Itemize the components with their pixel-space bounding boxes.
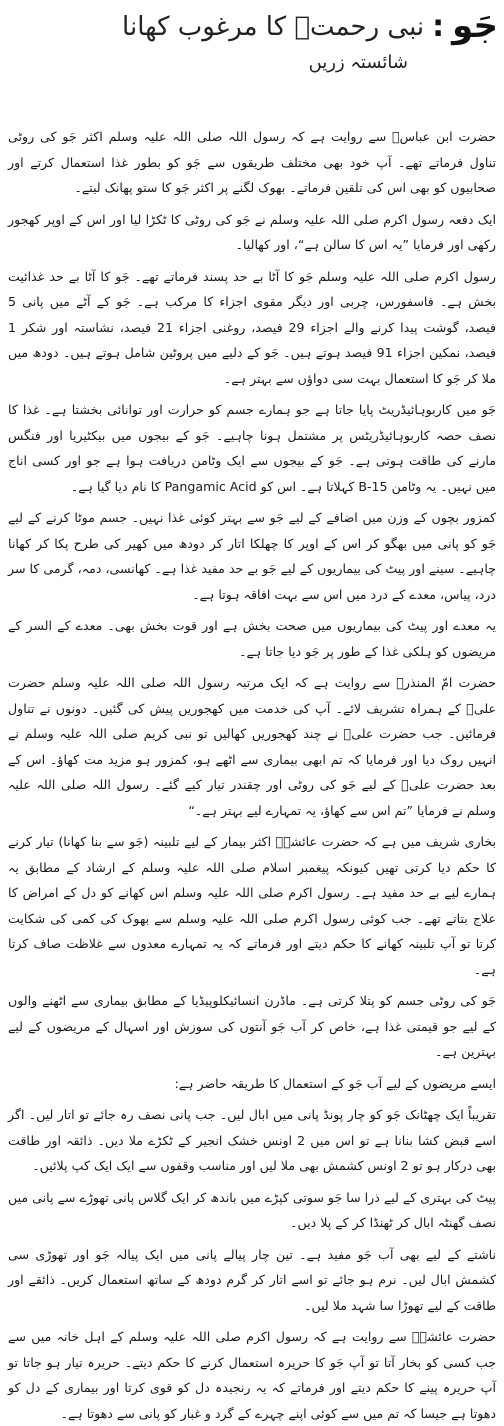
- title-text: نبی رحمتؐ کا مرغوب کھانا: [122, 12, 425, 42]
- paragraph: تقریباً ایک چھٹانک جَو کو چار پونڈ پانی میں ابال لیں۔ جب پانی نصف رہ جائے تو اتار لیں۔ اگر اسے قبض کشا بنانا ہے تو اس میں 2 اونس خشک انجیر کے ٹکڑے ملا دیں۔ ذائقہ اور طاقت بھی درکار ہو تو 2 اونس کشمش بھی ملا لیں اور مناسب وقفوں سے ایک ایک کپ پلائیں۔: [8, 1107, 496, 1173]
- article-title: [100, 4, 498, 44]
- article-body: [8, 124, 496, 1421]
- paragraph: حضرت عائشہؓ سے روایت ہے کہ رسول اکرم صلی اللہ علیہ وسلم کے اہل خانہ میں سے جب کسی کو بخار آتا تو آپ جَو کا حریرہ استعمال کرنے کا حکم دیتے۔ حریرہ تیار ہو جاتا تو آپ حریرہ پینے کا حکم دیتے اور فرماتے کہ یہ رنجیدہ دل کو قوی کرتا اور بیماری کے دل کو دھوتا ہے جیسا کہ تم میں سے کوئی اپنے چہرے کے گرد و غبار کو پانی سے دھوتا ہے۔: [8, 1329, 496, 1421]
- paragraph: بخاری شریف میں ہے کہ حضرت عائشہؓ اکثر بیمار کے لیے تلبینہ (جَو سے بنا کھانا) تیار کرنے کا حکم دیا کرتی تھیں کیونکہ پیغمبر اسلام صلی اللہ علیہ وسلم کے ارشاد کے مطابق یہ ہمارے لیے بے حد مفید ہے۔ رسول اکرم صلی اللہ علیہ وسلم اس کھانے کو دل کے امراض کا علاج بتاتے تھے۔ جب کوئی رسول اکرم صلی اللہ علیہ وسلم سے بھوک کی کمی کی شکایت کرتا تو آپ تلبینہ کھانے کا حکم دیتے اور فرماتے کہ یہ تمہارے معدوں سے غلاظت صاف کرتا ہے۔: [8, 834, 496, 977]
- paragraph: حضرت امّ المنذرؓ سے روایت ہے کہ ایک مرتبہ رسول اللہ صلی اللہ علیہ وسلم حضرت علیؓ کے ہمراہ تشریف لائے۔ آپ کی خدمت میں کھجوریں پیش کی گئیں۔ دونوں نے تناول فرمائیں۔ جب حضرت علیؓ نے چند کھجوریں کھالیں تو نبی کریم صلی اللہ علیہ وسلم نے انہیں روک دیا اور فرمایا کہ تم ابھی بیماری سے اٹھے ہو، کمزور ہو مزید مت کھاؤ۔ اس کے بعد حضرت علیؓ کے لیے جَو کی روٹی اور چقندر تیار کیے گئے۔ رسول اللہ صلی اللہ علیہ وسلم نے فرمایا ”تم اس سے کھاؤ، یہ تمہارے لیے بہتر ہے۔“: [8, 675, 496, 818]
- paragraph: پیٹ کی بہتری کے لیے ذرا سا جَو سوتی کپڑے میں باندھ کر ایک گلاس پانی تھوڑے سے پانی میں نصف گھنٹہ ابال کر ٹھنڈا کر کے پلا دیں۔: [8, 1189, 496, 1230]
- paragraph: ایسے مریضوں کے لیے آب جَو کے استعمال کا طریقہ حاضر ہے:: [174, 1075, 496, 1091]
- paragraph: جَو کی روٹی جسم کو پتلا کرتی ہے۔ ماڈرن انسائیکلوپیڈیا کے مطابق بیماری سے اٹھنے والوں کے لیے جو قیمتی غذا ہے، خاص کر آب جَو آنتوں کی سوزش اور اسہال کے مریضوں کے لیے بہترین ہے۔: [8, 993, 496, 1059]
- title-keyword: جَو: [452, 6, 498, 46]
- paragraph: کمزور بچوں کے وزن میں اضافے کے لیے جَو سے بہتر کوئی غذا نہیں۔ جسم موٹا کرنے کے لیے جَو کو پانی میں بھگو کر اس کے اوپر کا چھلکا اتار کر دودھ میں کھیر کی طرح پکا کر کھانا چاہیے۔ سینے اور پیٹ کی بیماریوں کے لیے جَو بے حد مفید غذا ہے۔ کھانسی، دمہ، گرمی کا سر درد، پیاس، معدے کے درد میں اس سے بہت افاقہ ہوتا ہے۔: [8, 510, 496, 602]
- paragraph: یہ معدے اور پیٹ کی بیماریوں میں صحت بخش ہے اور قوت بخش بھی۔ معدے کے السر کے مریضوں کو ہلکی غذا کے طور پر جَو دیا جاتا ہے۔: [8, 618, 496, 659]
- paragraph: ناشتے کے لیے بھی آب جَو مفید ہے۔ تین چار پیالے پانی میں ایک پیالہ جَو اور تھوڑی سی کشمش ابال لیں۔ نرم ہو جائے تو اسے اتار کر گرم دودھ کے ساتھ استعمال کریں۔ ذائقے اور طاقت کے لیے تھوڑا سا شہد ملا لیں۔: [8, 1246, 496, 1313]
- paragraph: ایک دفعہ رسول اکرم صلی اللہ علیہ وسلم نے جَو کی روٹی کا ٹکڑا لیا اور اس کے اوپر کھجور رکھی اور فرمایا ”یہ اس کا سالن ہے“، اور کھالیا۔: [8, 211, 496, 252]
- title-separator: :: [432, 9, 445, 44]
- author-name: شائستہ زریں: [308, 52, 408, 73]
- paragraph: حضرت ابن عباسؓ سے روایت ہے کہ رسول اللہ صلی اللہ علیہ وسلم اکثر جَو کی روٹی تناول فرماتے تھے۔ آپ خود بھی مختلف طریقوں سے جَو کو بطور غذا استعمال کرتے اور صحابیوں کو بھی اس کی تلقین فرماتے۔ بھوک لگنے پر اکثر جَو کا ستو پھانک لیتے۔: [8, 129, 496, 195]
- paragraph: جَو میں کاربوہائیڈریٹ پایا جاتا ہے جو ہمارے جسم کو حرارت اور توانائی بخشتا ہے۔ غذا کا نصف حصہ کاربوہائیڈریٹس پر مشتمل ہونا چاہیے۔ جَو کے بیجوں میں بیکٹیریا اور فنگس مارنے کی طاقت ہوتی ہے۔ جَو کے بیجوں سے ایک وٹامن دریافت ہوا ہے جو اور کسی اناج میں نہیں۔ یہ وٹامن B-15 کہلاتا ہے۔ اس کو Pangamic Acid کا نام دیا گیا ہے۔: [8, 402, 496, 494]
- paragraph: رسول اکرم صلی اللہ علیہ وسلم جَو کا آٹا بے حد پسند فرماتے تھے۔ جَو کا آٹا بے حد غذائیت بخش ہے۔ فاسفورس، چربی اور دیگر مقوی اجزاء کا مرکب ہے۔ جَو کے آٹے میں پانی 5 فیصد، گوشت پیدا کرنے والے اجزاء 29 فیصد، روغنی اجزاء 21 فیصد، نشاستہ اور شکر 1 فیصد، نمکین اجزاء 91 فیصد ہوتے ہیں۔ جَو کے دلیے میں پروٹین شامل ہوتے ہیں۔ دودھ میں ملا کر جَو کا استعمال بہت سی دواؤں سے بہتر ہے۔: [8, 268, 496, 386]
